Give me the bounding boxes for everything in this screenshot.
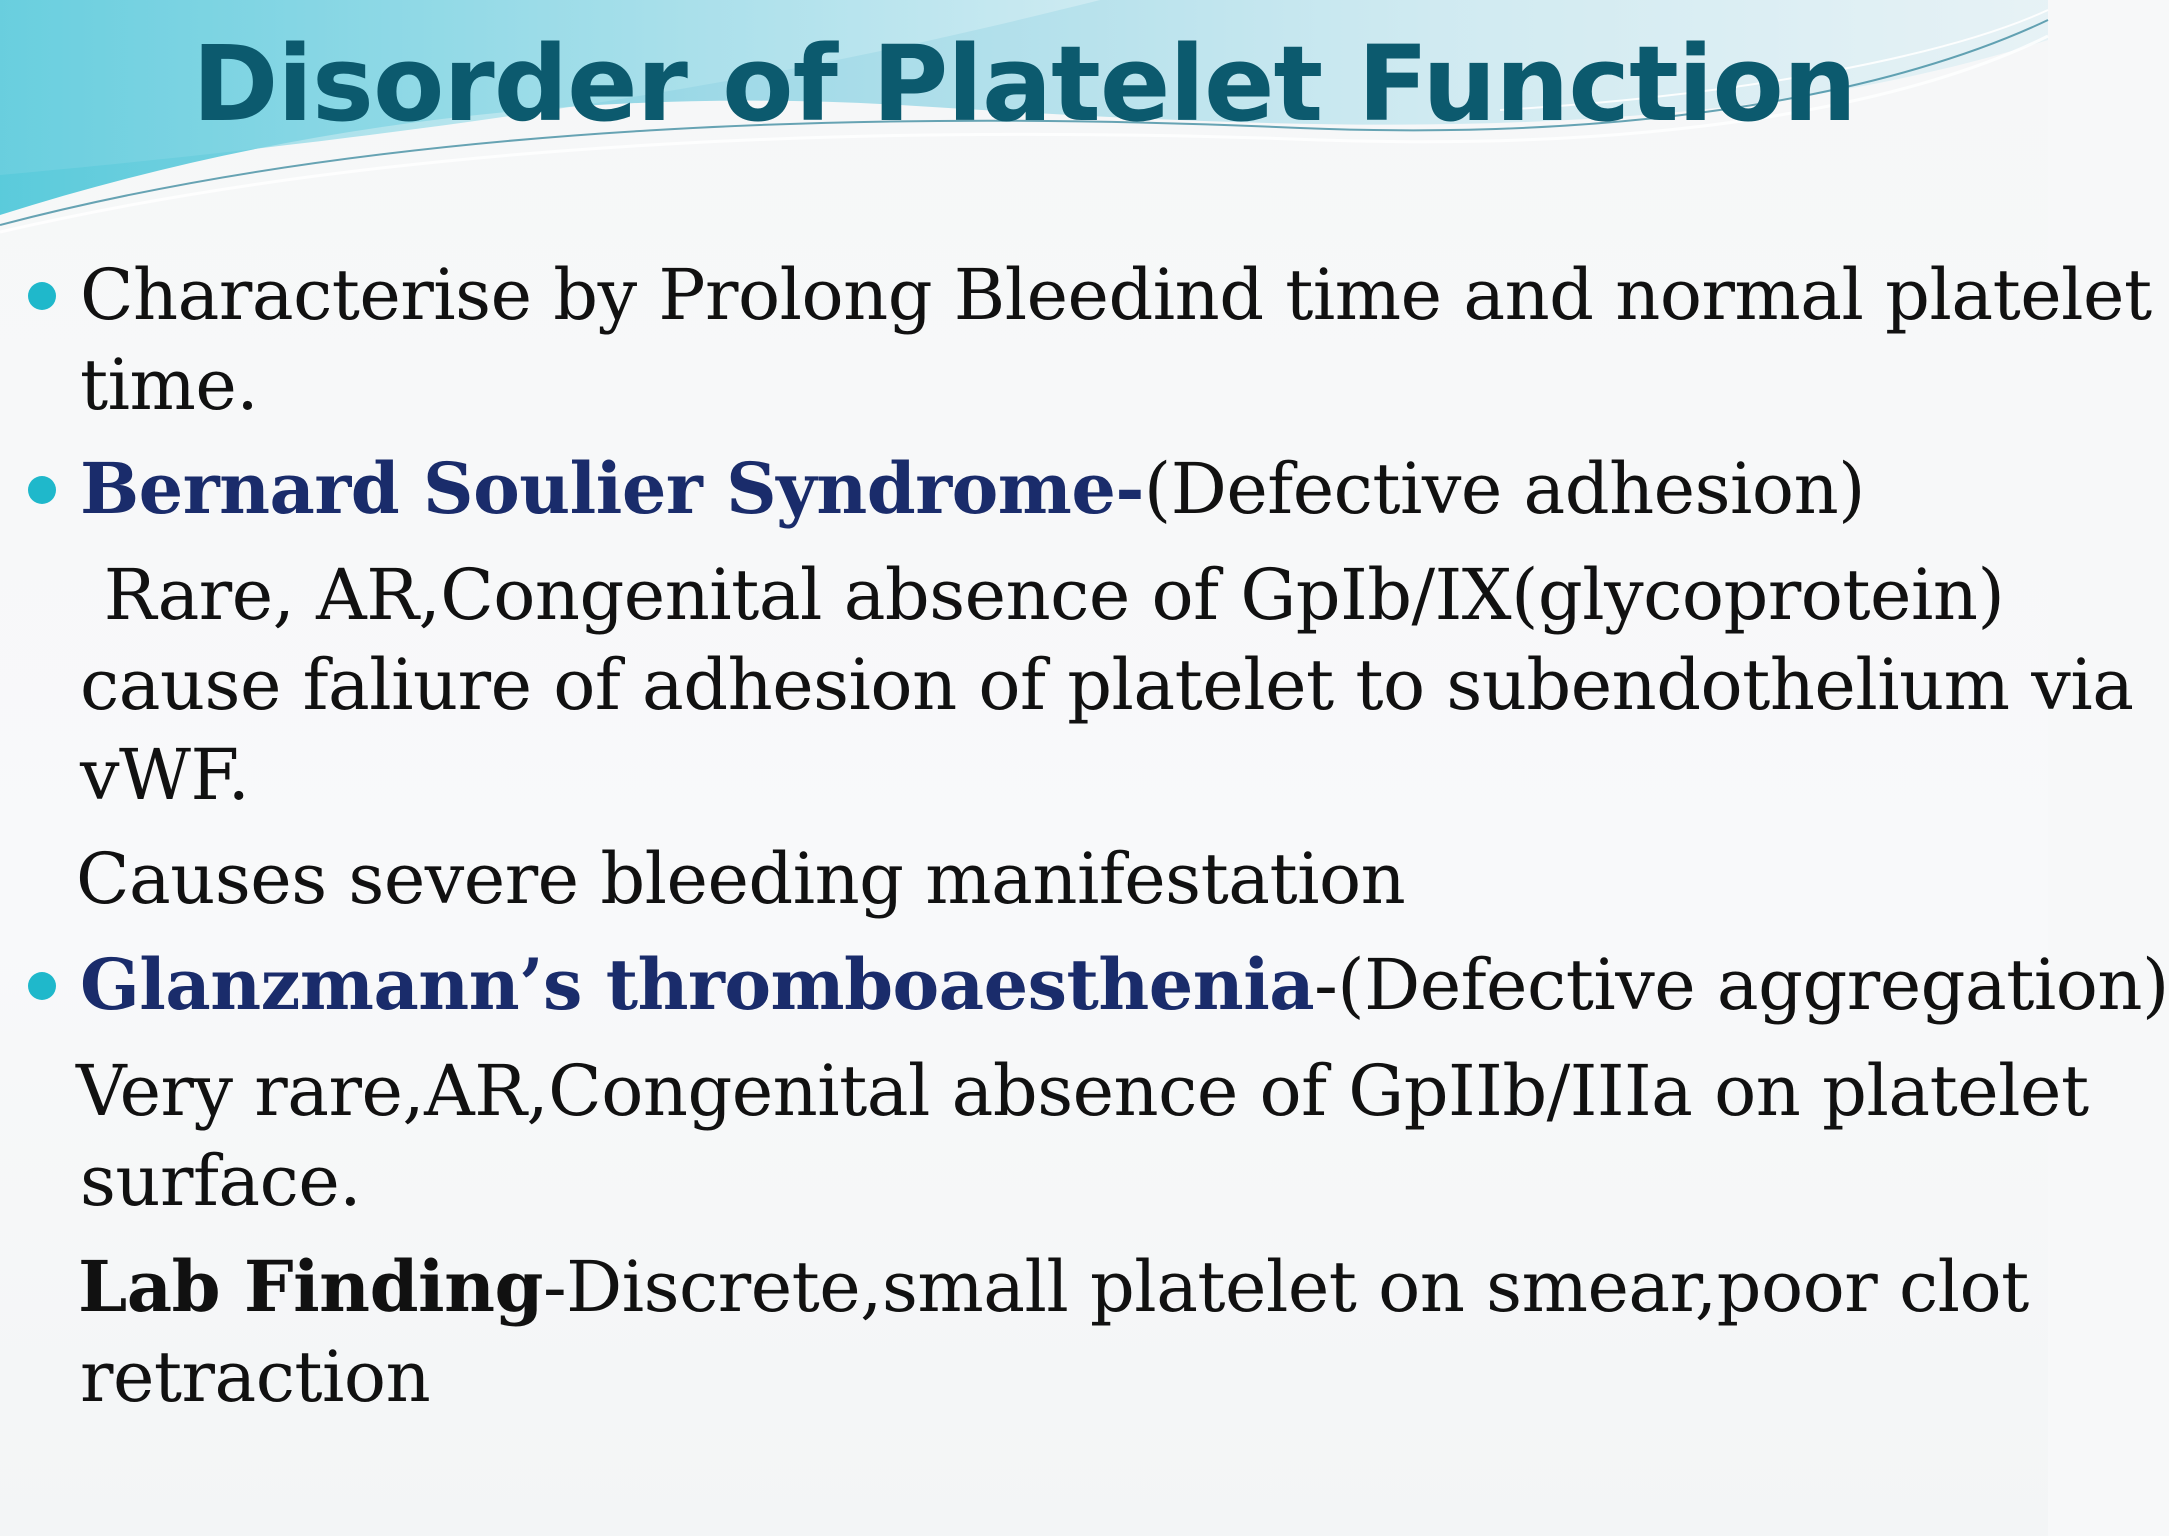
glanzmann-term: Glanzmann’s thromboaesthenia: [80, 943, 1315, 1026]
item-2-heading: [80, 444, 1865, 534]
item-3-lab-line-2: retraction: [80, 1336, 431, 1418]
bullet-dot-2: [28, 476, 56, 504]
item-2-detail-2: cause faliure of adhesion of platelet to subendothelium via: [80, 644, 2134, 726]
bernard-soulier-term: Bernard Soulier Syndrome-: [80, 447, 1144, 530]
item-3-heading: [80, 940, 2169, 1030]
item-3-lab-finding: [78, 1242, 2029, 1332]
slide-title: Disorder of Platelet Function: [192, 23, 1856, 145]
item-1-line-2: time.: [80, 344, 259, 426]
item-3-detail-1: Very rare,AR,Congenital absence of GpIIb/IIIa on platelet: [76, 1050, 2089, 1132]
glanzmann-defect: -(Defective aggregation): [1314, 944, 2169, 1026]
item-2-detail-3: vWF.: [80, 734, 250, 816]
item-2-detail-4: Causes severe bleeding manifestation: [76, 838, 1406, 920]
item-1-line-1: Characterise by Prolong Bleedind time and normal platelet: [80, 254, 2152, 336]
bernard-soulier-defect: (Defective adhesion): [1143, 448, 1865, 530]
bullet-dot-3: [28, 972, 56, 1000]
lab-finding-term: Lab Finding: [78, 1245, 543, 1328]
item-2-detail-1: Rare, AR,Congenital absence of GpIb/IX(glycoprotein): [82, 554, 2005, 636]
lab-finding-text: -Discrete,small platelet on smear,poor clot: [542, 1246, 2029, 1328]
item-3-detail-2: surface.: [80, 1140, 361, 1222]
bullet-dot-1: [28, 282, 56, 310]
